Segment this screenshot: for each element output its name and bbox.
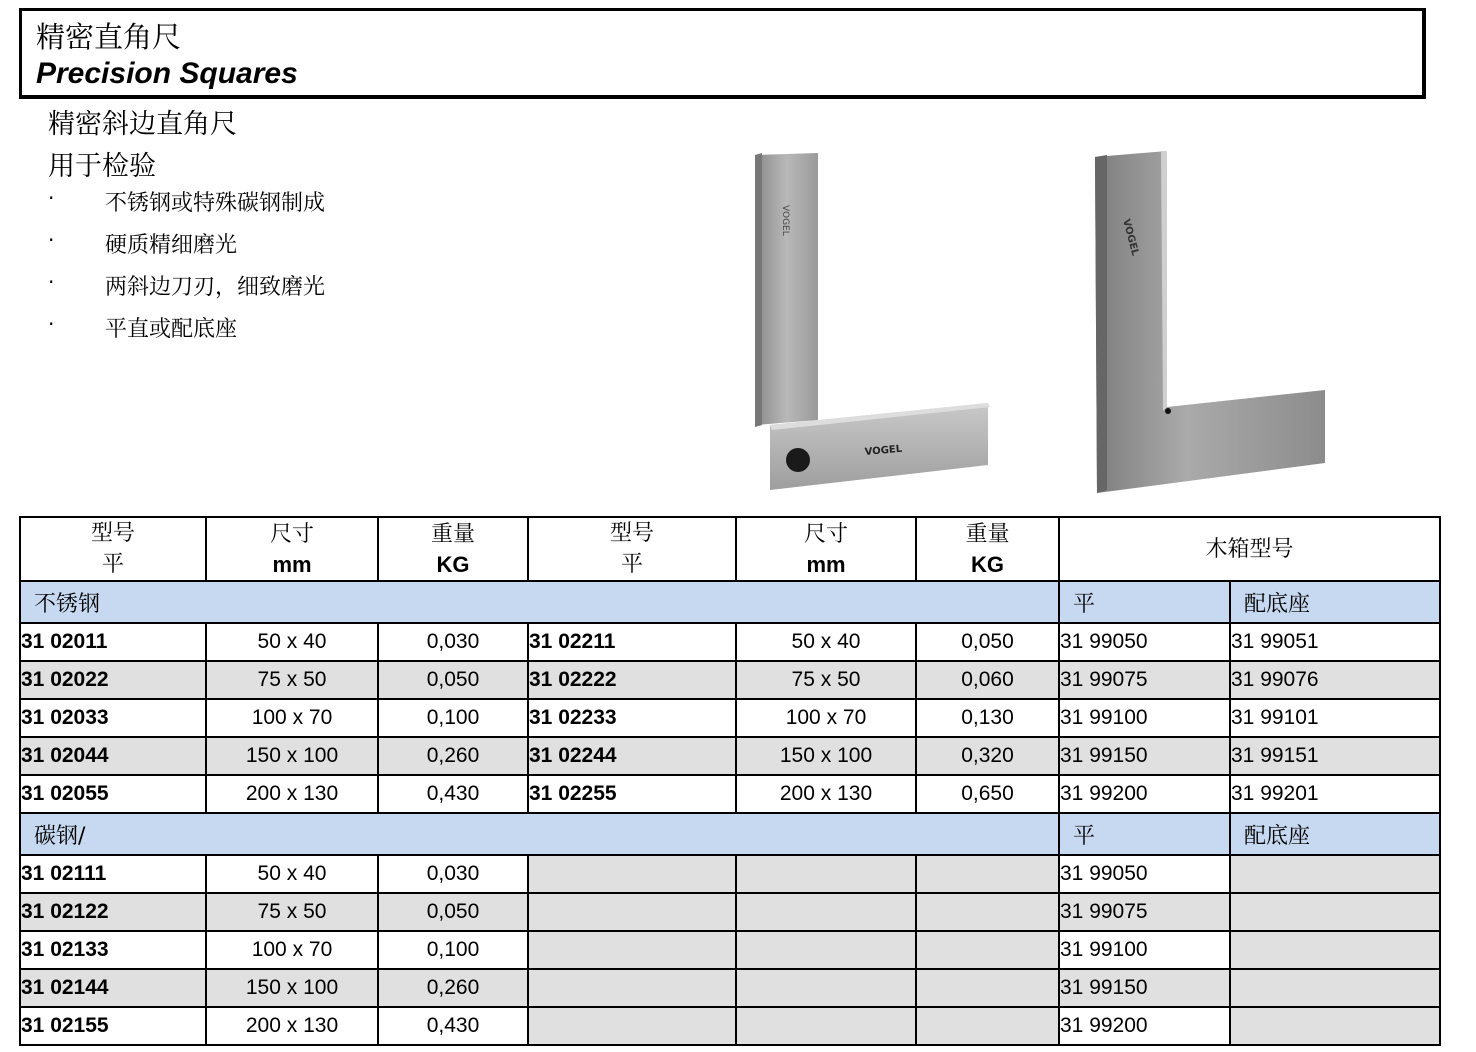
brand-logo: VOGEL bbox=[1120, 217, 1141, 257]
table-row: 31 02033 100 x 70 0,100 31 02233 100 x 70 0,130 31 99100 31 99101 bbox=[20, 699, 1440, 737]
table-row: 31 02155 200 x 130 0,430 31 99200 bbox=[20, 1007, 1440, 1045]
table-row: 31 02055 200 x 130 0,430 31 02255 200 x 130 0,650 31 99200 31 99201 bbox=[20, 775, 1440, 813]
section-row-carbon-steel: 碳钢/ 平 配底座 bbox=[20, 813, 1440, 855]
table-row: 31 02022 75 x 50 0,050 31 02222 75 x 50 0,060 31 99075 31 99076 bbox=[20, 661, 1440, 699]
feature-item: · 硬质精细磨光 bbox=[48, 228, 238, 258]
bullet: · bbox=[48, 186, 55, 210]
flat-square-photo bbox=[1085, 145, 1335, 500]
svg-text:VOGEL: VOGEL bbox=[780, 205, 790, 236]
product-usage: 用于检验 bbox=[48, 151, 156, 182]
brand-logo: VOGEL bbox=[864, 443, 903, 458]
feature-item: · 不锈钢或特殊碳钢制成 bbox=[48, 186, 326, 216]
product-subtitle: 精密斜边直角尺 bbox=[48, 109, 237, 140]
section-row-stainless: 不锈钢 平 配底座 bbox=[20, 581, 1440, 623]
feature-list bbox=[48, 186, 325, 354]
bullet: · bbox=[48, 312, 55, 336]
table-row: 31 02133 100 x 70 0,100 31 99100 bbox=[20, 931, 1440, 969]
col-header-wooden-box: 木箱型号 bbox=[1059, 517, 1440, 581]
col-header-model-2: 型号 平 bbox=[528, 517, 736, 581]
square-with-base-photo bbox=[740, 145, 1000, 500]
title-box bbox=[19, 8, 1426, 99]
bullet: · bbox=[48, 270, 55, 294]
bullet: · bbox=[48, 228, 55, 252]
feature-item: · 平直或配底座 bbox=[48, 312, 238, 342]
col-header-size-2: 尺寸 mm bbox=[736, 517, 916, 581]
col-header-model: 型号 平 bbox=[20, 517, 206, 581]
page-title-en: Precision Squares bbox=[36, 57, 298, 90]
table-row: 31 02144 150 x 100 0,260 31 99150 bbox=[20, 969, 1440, 1007]
table-row: 31 02044 150 x 100 0,260 31 02244 150 x 100 0,320 31 99150 31 99151 bbox=[20, 737, 1440, 775]
table-row: 31 02122 75 x 50 0,050 31 99075 bbox=[20, 893, 1440, 931]
table-row: 31 02011 50 x 40 0,030 31 02211 50 x 40 0,050 31 99050 31 99051 bbox=[20, 623, 1440, 661]
col-header-weight: 重量 KG bbox=[378, 517, 528, 581]
spec-table bbox=[19, 516, 1441, 1046]
col-header-size: 尺寸 mm bbox=[206, 517, 378, 581]
header-row bbox=[20, 517, 1440, 581]
page-title-cn: 精密直角尺 bbox=[36, 20, 182, 54]
table-row: 31 02111 50 x 40 0,030 31 99050 bbox=[20, 855, 1440, 893]
feature-item: · 两斜边刀刃，细致磨光 bbox=[48, 270, 326, 300]
col-header-weight-2: 重量 KG bbox=[916, 517, 1059, 581]
